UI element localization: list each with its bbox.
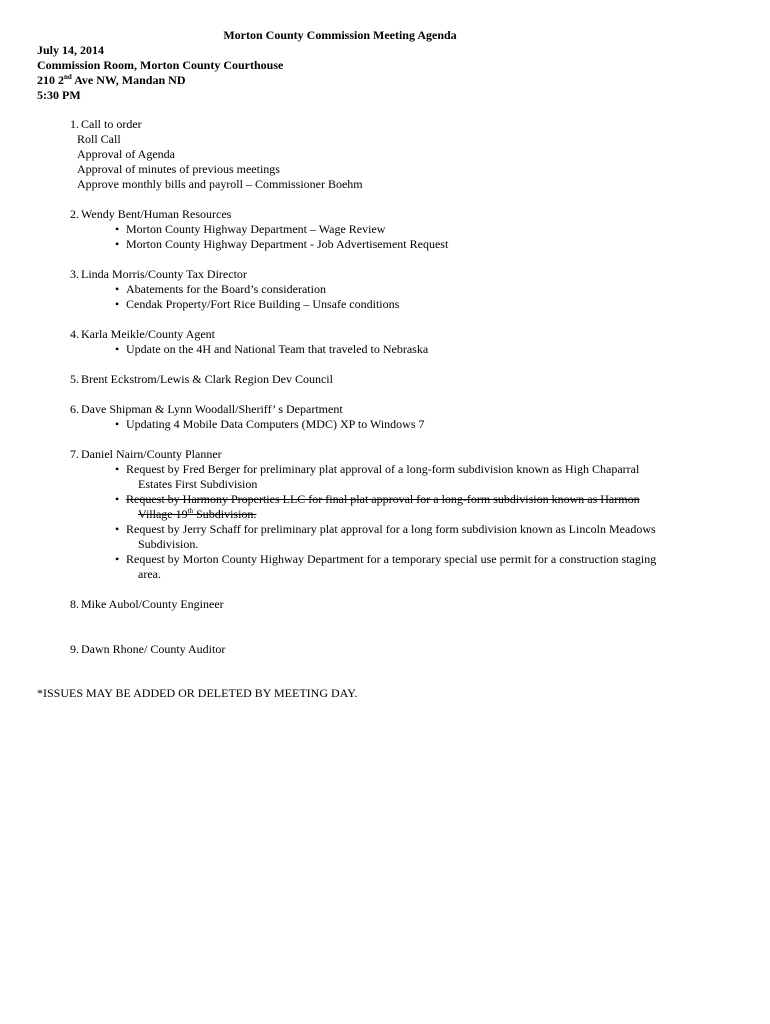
agenda-item-title: Karla Meikle/County Agent [81,327,215,341]
meeting-location: Commission Room, Morton County Courthouse [37,58,284,72]
agenda-bullet-struck: • Request by Harmony Properties LLC for final plat approval for a long-form subdivision known as Harmon [115,492,710,507]
agenda-bullet: • Morton County Highway Department - Job Advertisement Request [115,237,710,252]
agenda-item-6: 6. Dave Shipman & Lynn Woodall/Sheriff’ s Department • Updating 4 Mobile Data Computers (MDC) XP to Windows 7 [70,402,710,432]
agenda-bullet: • Update on the 4H and National Team that traveled to Nebraska [115,342,710,357]
agenda-item-title: Dawn Rhone/ County Auditor [81,642,226,656]
agenda-bullet: • Request by Morton County Highway Department for a temporary special use permit for a construction staging [115,552,710,567]
agenda-item-5: 5. Brent Eckstrom/Lewis & Clark Region Dev Council [70,372,333,386]
agenda-subitem: Approval of minutes of previous meetings [77,162,280,176]
agenda-subitem: Roll Call [77,132,121,146]
agenda-subitem: Approval of Agenda [77,147,175,161]
agenda-item-7: 7. Daniel Nairn/County Planner • Request by Fred Berger for preliminary plat approval of a long-form subdivision known as High Chaparral Estates First Subdivision • Request by Harmony Properties LLC for final plat approval for a long-form subdivision known as Harmon Village 19th Subdivision. • Request by Jerry Schaff for preliminary plat approval for a long form subdivision known as Lincoln Meadows Subdivision. • Request by Morton County Highway Department for a temporary special use permit for a construction staging area. [70,447,710,582]
agenda-bullet: • Request by Jerry Schaff for preliminary plat approval for a long form subdivision known as Lincoln Meadows [115,522,710,537]
footer-note: *ISSUES MAY BE ADDED OR DELETED BY MEETING DAY. [37,686,358,700]
page-title: Morton County Commission Meeting Agenda [223,28,457,42]
agenda-bullet: • Updating 4 Mobile Data Computers (MDC) XP to Windows 7 [115,417,710,432]
agenda-item-8: 8. Mike Aubol/County Engineer [70,597,224,611]
agenda-subitem: Approve monthly bills and payroll – Commissioner Boehm [77,177,363,191]
agenda-item-title: Linda Morris/County Tax Director [81,267,247,281]
agenda-bullet: • Request by Fred Berger for preliminary plat approval of a long-form subdivision known as High Chaparral [115,462,710,477]
agenda-bullet: • Morton County Highway Department – Wage Review [115,222,710,237]
agenda-bullet: • Abatements for the Board’s consideration [115,282,710,297]
agenda-item-title: Daniel Nairn/County Planner [81,447,222,461]
meeting-time: 5:30 PM [37,88,81,102]
agenda-item-2: 2. Wendy Bent/Human Resources • Morton County Highway Department – Wage Review • Morton County Highway Department - Job Advertisement Request [70,207,710,252]
agenda-items [70,117,710,672]
agenda-item-9: 9. Dawn Rhone/ County Auditor [70,642,226,656]
agenda-item-4: 4. Karla Meikle/County Agent • Update on the 4H and National Team that traveled to Nebraska [70,327,710,357]
agenda-item-title: Wendy Bent/Human Resources [81,207,232,221]
agenda-bullet: • Cendak Property/Fort Rice Building – Unsafe conditions [115,297,710,312]
meeting-header [37,43,283,103]
agenda-bullet-continuation-struck: Village 19th Subdivision. [138,507,257,521]
agenda-bullet-continuation: Estates First Subdivision [138,477,258,491]
agenda-item-title: Dave Shipman & Lynn Woodall/Sheriff’ s Department [81,402,343,416]
agenda-item-title: Brent Eckstrom/Lewis & Clark Region Dev Council [81,372,333,386]
agenda-item-title: Call to order [81,117,142,131]
agenda-item-1: 1. Call to order Roll Call Approval of Agenda Approval of minutes of previous meetings Approve monthly bills and payroll – Commissioner Boehm [70,117,710,192]
agenda-item-3: 3. Linda Morris/County Tax Director • Abatements for the Board’s consideration • Cendak Property/Fort Rice Building – Unsafe conditions [70,267,710,312]
meeting-date: July 14, 2014 [37,43,105,57]
agenda-bullet-continuation: Subdivision. [138,537,199,551]
meeting-address: 210 2nd Ave NW, Mandan ND [37,73,186,87]
agenda-bullet-continuation: area. [138,567,161,581]
agenda-item-title: Mike Aubol/County Engineer [81,597,224,611]
